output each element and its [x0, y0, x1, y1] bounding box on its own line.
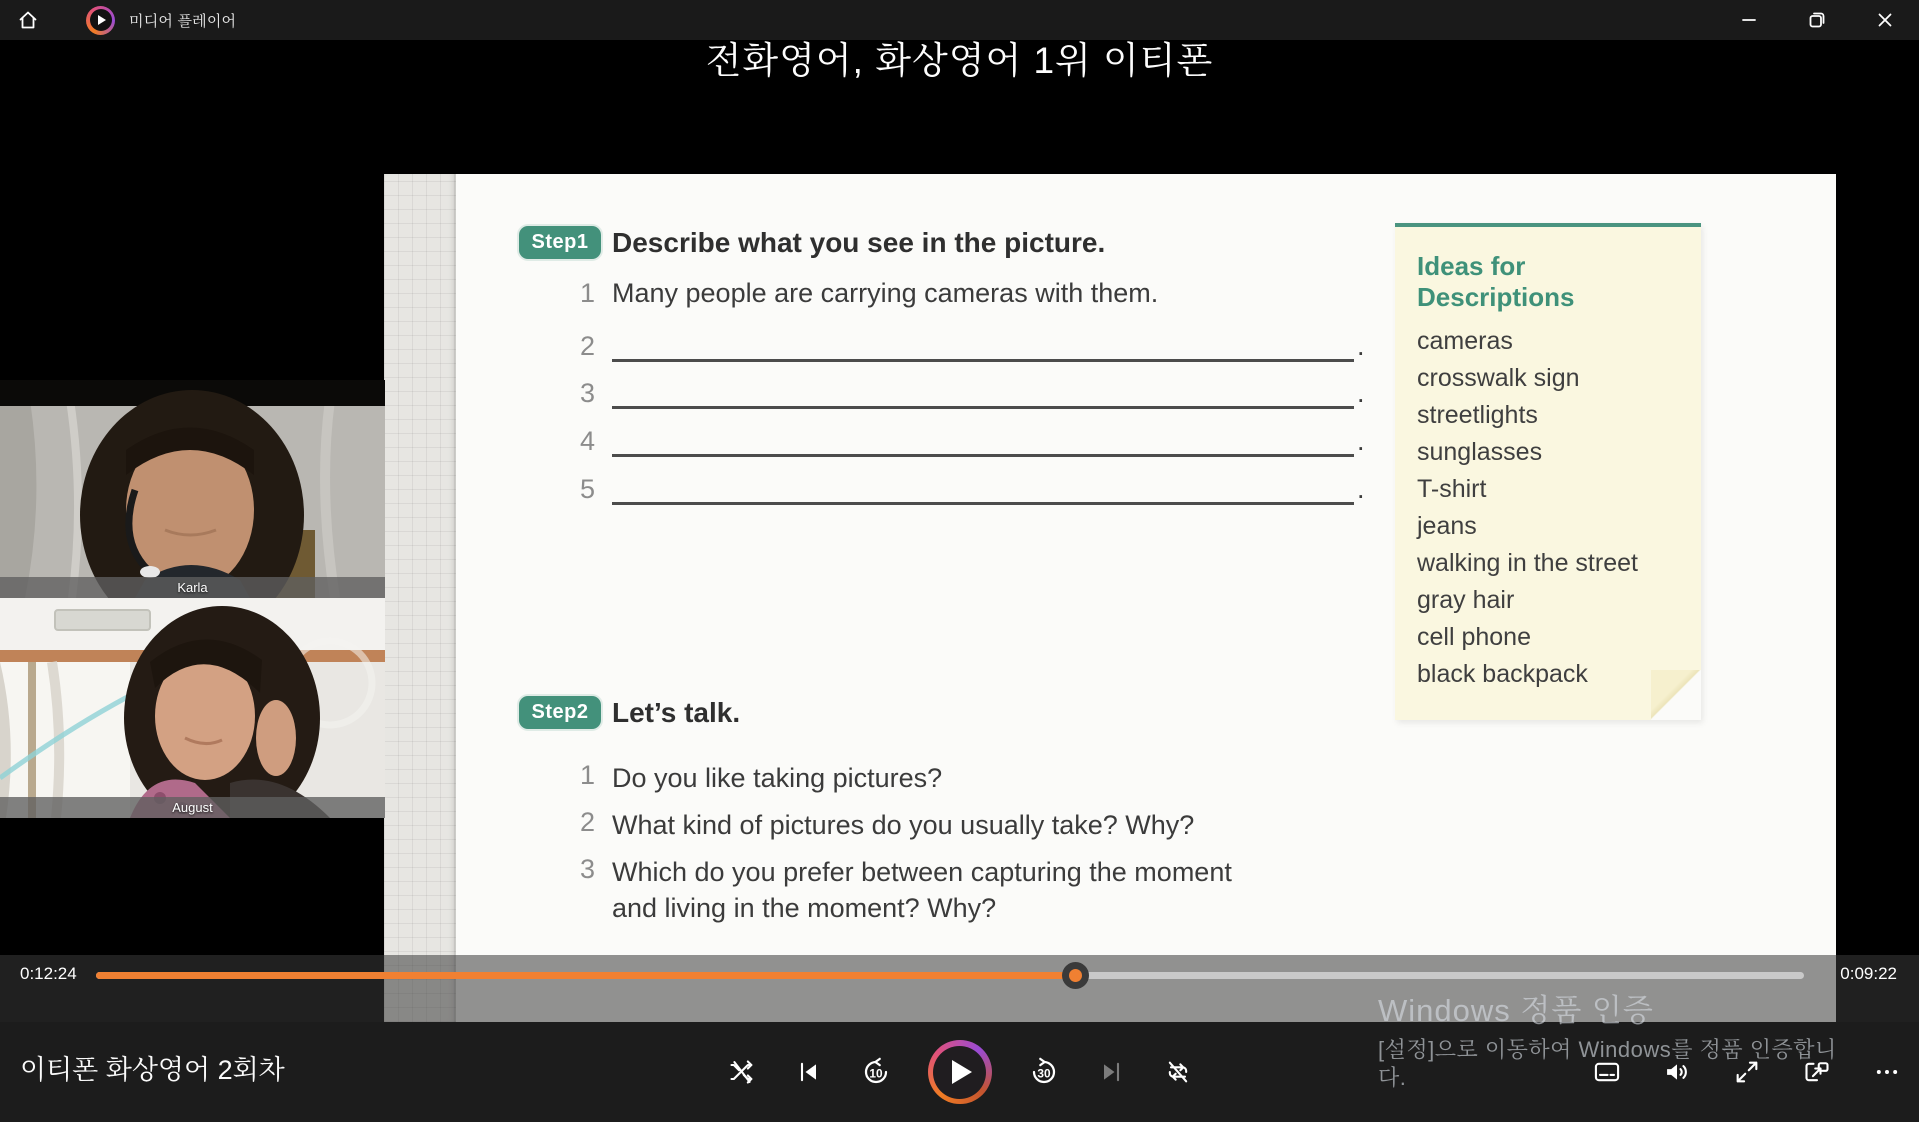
home-button[interactable] [0, 0, 56, 40]
ideas-for-descriptions-box [1395, 223, 1701, 720]
step1-item-4 [580, 423, 1365, 457]
transport-controls [727, 1022, 1193, 1122]
step2-question-3 [580, 854, 1262, 926]
line-period: . [1357, 331, 1365, 361]
folded-corner [1651, 670, 1701, 720]
window-controls [1715, 0, 1919, 40]
previous-track-icon [795, 1058, 823, 1086]
question-text: What kind of pictures do you usually take? Why? [612, 810, 1195, 840]
ideas-item: black backpack [1417, 660, 1588, 688]
item-number: 4 [580, 426, 596, 456]
media-title: 이티폰 화상영어 2회차 [20, 1055, 285, 1085]
question-number: 2 [580, 807, 596, 837]
line-period: . [1357, 378, 1365, 408]
ideas-item: walking in the street [1417, 549, 1638, 577]
watermark-body: [설정]으로 이동하여 Windows를 정품 인증합니 다. [1378, 1037, 1837, 1090]
webcam-feed-august [0, 598, 385, 818]
ideas-item: sunglasses [1417, 438, 1543, 466]
ideas-item: jeans [1417, 512, 1477, 540]
minimize-button[interactable] [1715, 0, 1783, 40]
line-period: . [1357, 474, 1365, 504]
next-track-icon [1097, 1058, 1125, 1086]
restore-icon [1806, 9, 1828, 31]
restore-button[interactable] [1783, 0, 1851, 40]
skip-back-10-button[interactable] [861, 1057, 891, 1087]
volume-icon [1663, 1058, 1691, 1086]
webcam-video-august [0, 598, 385, 818]
step1-badge: Step1 [519, 226, 601, 259]
play-button[interactable] [928, 1040, 992, 1104]
seek-overlay [0, 955, 1919, 1022]
play-icon [952, 1060, 972, 1084]
ideas-item: cameras [1417, 327, 1513, 355]
participant-name-label: August [0, 797, 385, 818]
ideas-item: crosswalk sign [1417, 364, 1580, 392]
mini-player-button[interactable] [1802, 1057, 1832, 1087]
blank-answer-line [612, 375, 1354, 409]
step1-item-2 [580, 328, 1365, 362]
skip-forward-30-button[interactable] [1029, 1057, 1059, 1087]
seek-thumb[interactable] [1062, 962, 1089, 989]
titlebar [0, 0, 1919, 40]
video-top-caption: 전화영어, 화상영어 1위 이티폰 [705, 40, 1214, 81]
video-frame [0, 40, 1919, 1022]
more-options-button[interactable] [1872, 1057, 1902, 1087]
subtitles-icon [1593, 1058, 1621, 1086]
svg-text:30: 30 [1036, 1066, 1051, 1081]
ideas-item: T-shirt [1417, 475, 1487, 503]
secondary-controls [1592, 1022, 1902, 1122]
more-options-icon [1873, 1058, 1901, 1086]
app-title: 미디어 플레이어 [129, 12, 237, 30]
close-button[interactable] [1851, 0, 1919, 40]
step2-question-2 [580, 807, 1194, 843]
step2-badge: Step2 [519, 696, 601, 729]
ideas-item: streetlights [1417, 401, 1538, 429]
ideas-heading-line1: Ideas for [1417, 251, 1526, 281]
step1-item-1 [580, 278, 1158, 309]
item-number: 1 [580, 278, 596, 308]
webcam-video-karla [0, 380, 385, 598]
step1-item-3 [580, 375, 1365, 409]
app-logo-icon [86, 6, 115, 35]
shuffle-off-icon [728, 1058, 756, 1086]
player-control-bar [0, 1022, 1919, 1122]
step1-title: Describe what you see in the picture. [612, 227, 1106, 258]
home-icon [16, 8, 40, 32]
mini-player-icon [1803, 1058, 1831, 1086]
step2-question-1 [580, 760, 942, 796]
repeat-off-icon [1164, 1058, 1192, 1086]
question-text: Do you like taking pictures? [612, 763, 943, 793]
volume-button[interactable] [1662, 1057, 1692, 1087]
item-number: 2 [580, 331, 596, 361]
ideas-item: gray hair [1417, 586, 1515, 614]
step2-title: Let’s talk. [612, 697, 741, 728]
blank-answer-line [612, 328, 1354, 362]
blank-answer-line [612, 471, 1354, 505]
repeat-off-button[interactable] [1163, 1057, 1193, 1087]
ideas-heading-line2: Descriptions [1417, 282, 1575, 312]
previous-track-button[interactable] [794, 1057, 824, 1087]
worksheet-page [384, 174, 1836, 1022]
question-number: 1 [580, 760, 596, 790]
ideas-heading [1417, 251, 1701, 313]
webcam-feed-karla [0, 380, 385, 598]
minimize-icon [1738, 9, 1760, 31]
elapsed-time: 0:12:24 [20, 964, 77, 983]
skip-forward-30-icon [1029, 1057, 1059, 1087]
question-text: Which do you prefer between capturing the moment and living in the moment? Why? [612, 857, 1232, 923]
ideas-list [1417, 323, 1701, 693]
worksheet-grid-margin [384, 174, 456, 1022]
watermark-title: Windows 정품 인증 [1378, 993, 1654, 1028]
close-icon [1874, 9, 1896, 31]
shuffle-off-button[interactable] [727, 1057, 757, 1087]
subtitles-button[interactable] [1592, 1057, 1622, 1087]
svg-text:10: 10 [868, 1066, 883, 1081]
line-period: . [1357, 426, 1365, 456]
participant-name-label: Karla [0, 577, 385, 598]
fullscreen-button[interactable] [1732, 1057, 1762, 1087]
next-track-button[interactable] [1096, 1057, 1126, 1087]
item-text: Many people are carrying cameras with them. [612, 278, 1159, 308]
ideas-item: cell phone [1417, 623, 1531, 651]
item-number: 5 [580, 474, 596, 504]
seek-bar[interactable] [96, 972, 1804, 979]
fullscreen-icon [1733, 1058, 1761, 1086]
blank-answer-line [612, 423, 1354, 457]
question-number: 3 [580, 854, 596, 884]
skip-back-10-icon [861, 1057, 891, 1087]
step1-item-5 [580, 471, 1365, 505]
remaining-time: 0:09:22 [1840, 964, 1897, 983]
seek-bar-fill [96, 972, 1075, 979]
item-number: 3 [580, 378, 596, 408]
